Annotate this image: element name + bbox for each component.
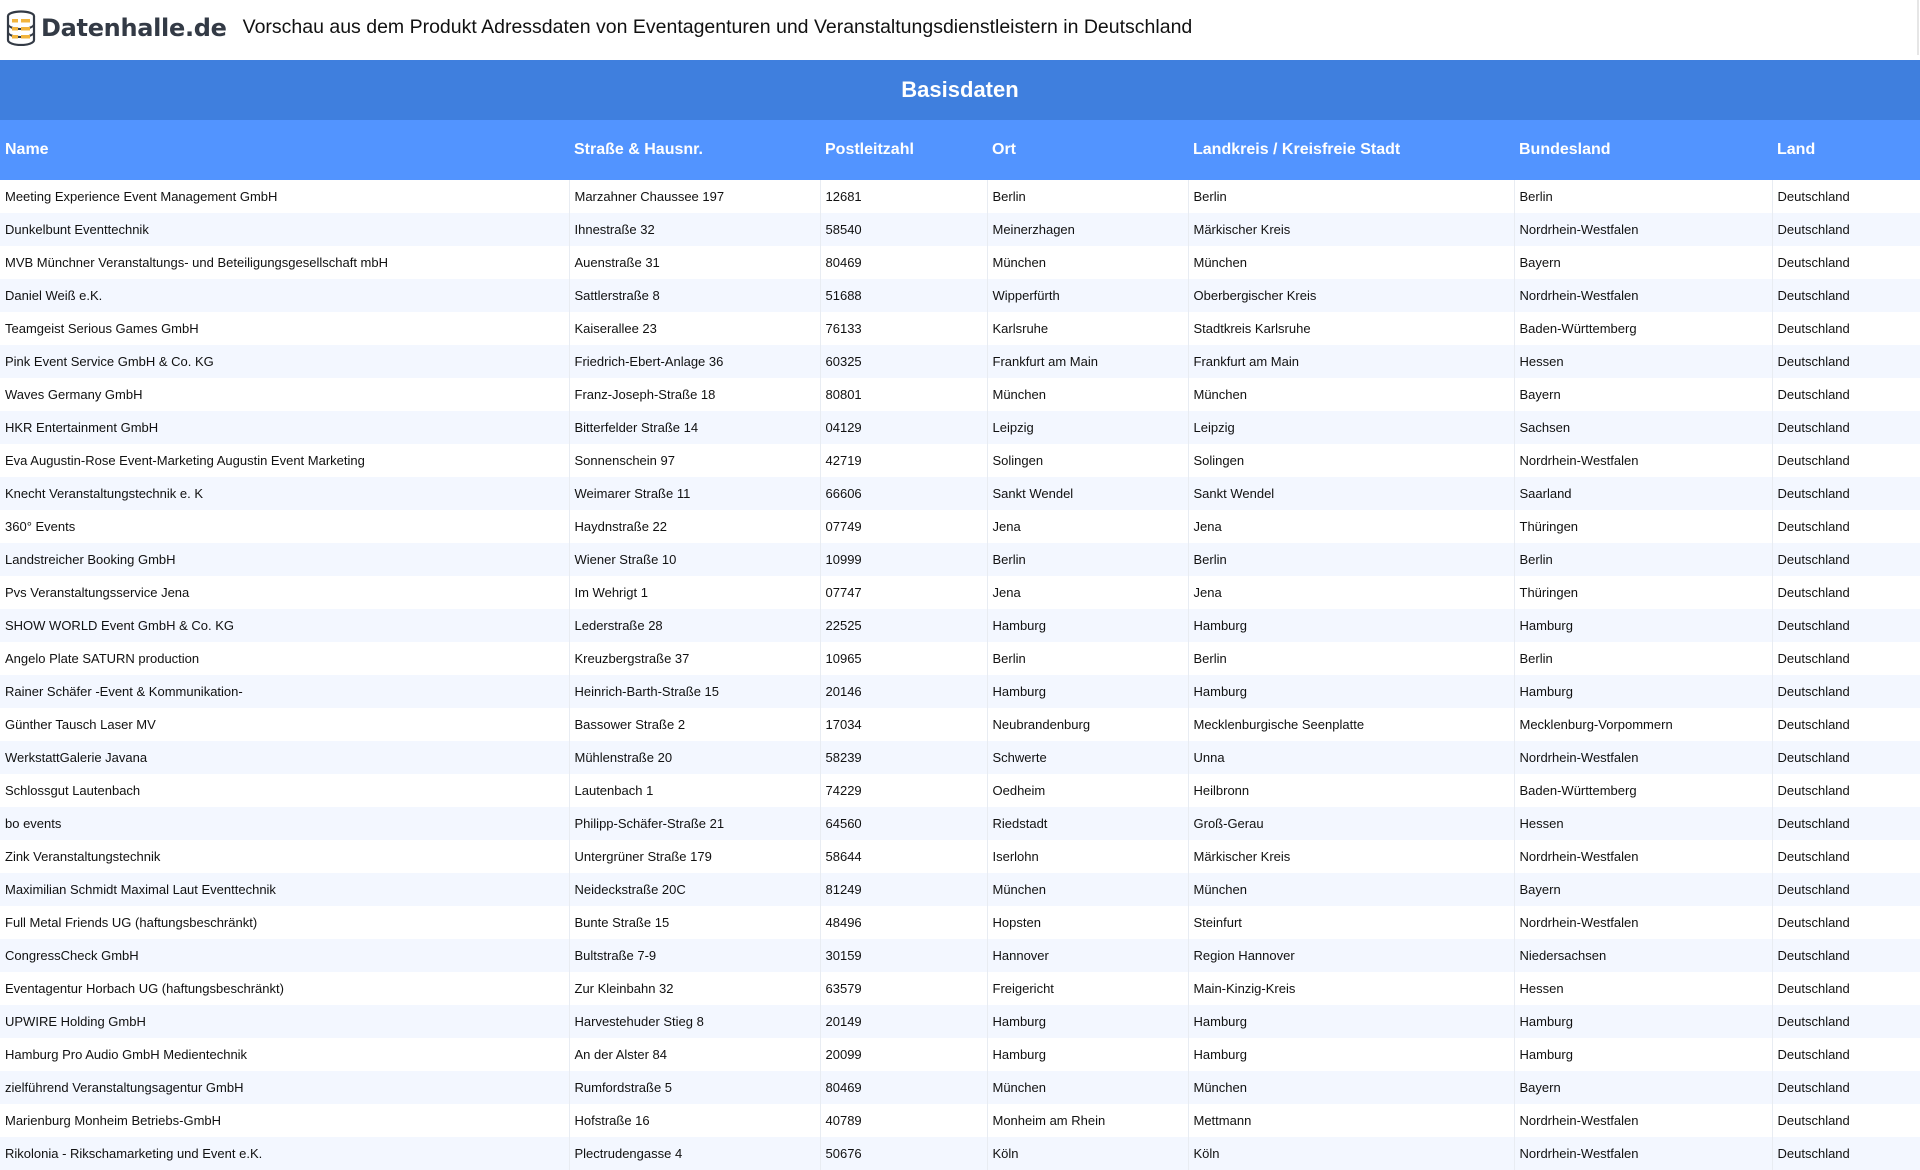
column-country-cell: Deutschland xyxy=(1777,387,1850,402)
column-city-header: Ort xyxy=(992,141,1016,158)
column-state-cell: Nordrhein-Westfalen xyxy=(1514,213,1772,246)
column-state-header: Bundesland xyxy=(1519,141,1611,158)
column-state-cell: Berlin xyxy=(1514,543,1772,576)
column-postal-code-cell: 51688 xyxy=(820,279,987,312)
column-postal-code-cell: 20149 xyxy=(820,1005,987,1038)
column-street-cell: Harvestehuder Stieg 8 xyxy=(569,1005,820,1038)
page-header xyxy=(0,0,1920,55)
column-district-cell: Märkischer Kreis xyxy=(1188,840,1514,873)
column-district-cell: Märkischer Kreis xyxy=(1188,213,1514,246)
table-row xyxy=(0,972,1920,1005)
column-city-cell: Oedheim xyxy=(987,774,1188,807)
column-country-cell: Deutschland xyxy=(1777,915,1850,930)
column-street-cell: Lautenbach 1 xyxy=(569,774,820,807)
table-row xyxy=(0,444,1920,477)
column-postal-code-cell: 50676 xyxy=(820,1137,987,1170)
column-state-cell: Nordrhein-Westfalen xyxy=(1514,279,1772,312)
column-district-cell: Steinfurt xyxy=(1188,906,1514,939)
datenhalle-logo-icon xyxy=(5,10,37,46)
column-postal-code-cell: 10965 xyxy=(820,642,987,675)
column-state-cell: Hessen xyxy=(1514,807,1772,840)
column-city-cell: Karlsruhe xyxy=(987,312,1188,345)
address-table xyxy=(0,120,1920,1170)
column-street-cell: Marzahner Chaussee 197 xyxy=(569,180,820,213)
column-district-cell: Hamburg xyxy=(1188,609,1514,642)
table-body xyxy=(0,180,1920,1170)
column-postal-code-cell: 20146 xyxy=(820,675,987,708)
column-name-cell: HKR Entertainment GmbH xyxy=(0,411,569,444)
column-state-cell: Thüringen xyxy=(1514,510,1772,543)
column-postal-code-cell: 66606 xyxy=(820,477,987,510)
column-name-cell: Full Metal Friends UG (haftungsbeschränkt) xyxy=(0,906,569,939)
table-row xyxy=(0,312,1920,345)
column-city-cell: Berlin xyxy=(987,180,1188,213)
table-row xyxy=(0,1071,1920,1104)
column-street-cell: Hofstraße 16 xyxy=(569,1104,820,1137)
column-country-cell: Deutschland xyxy=(1777,1014,1850,1029)
column-district-cell: Berlin xyxy=(1188,543,1514,576)
column-name-cell: WerkstattGalerie Javana xyxy=(0,741,569,774)
column-postal-code-cell: 40789 xyxy=(820,1104,987,1137)
table-row xyxy=(0,543,1920,576)
column-name-cell: MVB Münchner Veranstaltungs- und Beteiligungsgesellschaft mbH xyxy=(0,246,569,279)
column-district-cell: Jena xyxy=(1188,510,1514,543)
column-state-cell: Niedersachsen xyxy=(1514,939,1772,972)
column-state-cell: Hessen xyxy=(1514,972,1772,1005)
column-city-cell: Iserlohn xyxy=(987,840,1188,873)
table-row xyxy=(0,279,1920,312)
column-state-cell: Mecklenburg-Vorpommern xyxy=(1514,708,1772,741)
table-row xyxy=(0,708,1920,741)
column-state-cell: Nordrhein-Westfalen xyxy=(1514,840,1772,873)
column-name-cell: Maximilian Schmidt Maximal Laut Eventtechnik xyxy=(0,873,569,906)
column-street-cell: Philipp-Schäfer-Straße 21 xyxy=(569,807,820,840)
table-row xyxy=(0,510,1920,543)
column-country-cell: Deutschland xyxy=(1777,420,1850,435)
table-row xyxy=(0,1038,1920,1071)
table-row xyxy=(0,807,1920,840)
column-city-cell: Berlin xyxy=(987,642,1188,675)
column-city-cell: München xyxy=(987,378,1188,411)
column-city-cell: Hamburg xyxy=(987,1005,1188,1038)
column-state-cell: Bayern xyxy=(1514,378,1772,411)
column-state-cell: Baden-Württemberg xyxy=(1514,774,1772,807)
column-street-cell: Bassower Straße 2 xyxy=(569,708,820,741)
column-state-cell: Bayern xyxy=(1514,246,1772,279)
column-district-cell: München xyxy=(1188,246,1514,279)
column-country-cell: Deutschland xyxy=(1777,354,1850,369)
column-postal-code-cell: 42719 xyxy=(820,444,987,477)
column-postal-code-cell: 12681 xyxy=(820,180,987,213)
column-country-cell: Deutschland xyxy=(1777,453,1850,468)
column-state-cell: Hamburg xyxy=(1514,1005,1772,1038)
column-country-cell: Deutschland xyxy=(1777,288,1850,303)
table-header-row xyxy=(0,120,1920,180)
page-title: Vorschau aus dem Produkt Adressdaten von Eventagenturen und Veranstaltungsdienstleistern in Deutschland xyxy=(242,16,1193,38)
column-state-cell: Hamburg xyxy=(1514,675,1772,708)
column-postal-code-cell: 64560 xyxy=(820,807,987,840)
table-row xyxy=(0,840,1920,873)
column-name-cell: Rikolonia - Rikschamarketing und Event e.K. xyxy=(0,1137,569,1170)
column-district-cell: Stadtkreis Karlsruhe xyxy=(1188,312,1514,345)
column-street-cell: Plectrudengasse 4 xyxy=(569,1137,820,1170)
column-country-cell: Deutschland xyxy=(1777,948,1850,963)
column-state-cell: Bayern xyxy=(1514,1071,1772,1104)
column-state-cell: Baden-Württemberg xyxy=(1514,312,1772,345)
column-name-cell: Günther Tausch Laser MV xyxy=(0,708,569,741)
column-name-cell: Landstreicher Booking GmbH xyxy=(0,543,569,576)
column-street-cell: Haydnstraße 22 xyxy=(569,510,820,543)
column-name-cell: Daniel Weiß e.K. xyxy=(0,279,569,312)
column-postal-code-cell: 80469 xyxy=(820,246,987,279)
column-name-cell: Meeting Experience Event Management GmbH xyxy=(0,180,569,213)
column-street-cell: Sonnenschein 97 xyxy=(569,444,820,477)
column-street-cell: Sattlerstraße 8 xyxy=(569,279,820,312)
column-street-cell: Auenstraße 31 xyxy=(569,246,820,279)
column-street-cell: Zur Kleinbahn 32 xyxy=(569,972,820,1005)
column-city-cell: Neubrandenburg xyxy=(987,708,1188,741)
column-name-header: Name xyxy=(5,141,49,158)
column-street-cell: Mühlenstraße 20 xyxy=(569,741,820,774)
column-postal-code-cell: 17034 xyxy=(820,708,987,741)
column-postal-code-cell: 58540 xyxy=(820,213,987,246)
column-street-cell: Kreuzbergstraße 37 xyxy=(569,642,820,675)
column-country-cell: Deutschland xyxy=(1777,552,1850,567)
column-postal-code-cell: 07749 xyxy=(820,510,987,543)
column-postal-code-cell: 48496 xyxy=(820,906,987,939)
column-country-cell: Deutschland xyxy=(1777,882,1850,897)
column-district-cell: Berlin xyxy=(1188,642,1514,675)
section-title: Basisdaten xyxy=(901,77,1019,102)
table-row xyxy=(0,609,1920,642)
column-street-cell: Neideckstraße 20C xyxy=(569,873,820,906)
column-name-cell: Waves Germany GmbH xyxy=(0,378,569,411)
column-city-cell: Hopsten xyxy=(987,906,1188,939)
column-country-cell: Deutschland xyxy=(1777,1113,1850,1128)
table-row xyxy=(0,1005,1920,1038)
table-row xyxy=(0,1104,1920,1137)
column-city-cell: Leipzig xyxy=(987,411,1188,444)
table-row xyxy=(0,576,1920,609)
column-name-cell: Marienburg Monheim Betriebs-GmbH xyxy=(0,1104,569,1137)
column-street-cell: Untergrüner Straße 179 xyxy=(569,840,820,873)
column-name-cell: Knecht Veranstaltungstechnik e. K xyxy=(0,477,569,510)
column-city-cell: München xyxy=(987,873,1188,906)
column-name-cell: Pvs Veranstaltungsservice Jena xyxy=(0,576,569,609)
column-district-cell: Groß-Gerau xyxy=(1188,807,1514,840)
column-city-cell: Freigericht xyxy=(987,972,1188,1005)
table-row xyxy=(0,477,1920,510)
column-district-cell: Hamburg xyxy=(1188,1038,1514,1071)
column-name-cell: 360° Events xyxy=(0,510,569,543)
column-street-cell: Wiener Straße 10 xyxy=(569,543,820,576)
column-street-header: Straße & Hausnr. xyxy=(574,141,703,158)
column-district-cell: Mecklenburgische Seenplatte xyxy=(1188,708,1514,741)
column-district-cell: Berlin xyxy=(1188,180,1514,213)
table-row xyxy=(0,873,1920,906)
column-name-cell: Rainer Schäfer -Event & Kommunikation- xyxy=(0,675,569,708)
column-state-cell: Hessen xyxy=(1514,345,1772,378)
section-title-bar xyxy=(0,60,1920,120)
column-district-cell: München xyxy=(1188,378,1514,411)
table-row xyxy=(0,939,1920,972)
column-city-cell: Berlin xyxy=(987,543,1188,576)
column-district-cell: Sankt Wendel xyxy=(1188,477,1514,510)
column-name-cell: bo events xyxy=(0,807,569,840)
column-country-cell: Deutschland xyxy=(1777,189,1850,204)
column-city-cell: Riedstadt xyxy=(987,807,1188,840)
column-postal-code-cell: 58239 xyxy=(820,741,987,774)
column-street-cell: Im Wehrigt 1 xyxy=(569,576,820,609)
column-district-cell: Leipzig xyxy=(1188,411,1514,444)
column-state-cell: Sachsen xyxy=(1514,411,1772,444)
column-country-cell: Deutschland xyxy=(1777,519,1850,534)
column-country-cell: Deutschland xyxy=(1777,981,1850,996)
column-state-cell: Nordrhein-Westfalen xyxy=(1514,741,1772,774)
column-country-cell: Deutschland xyxy=(1777,618,1850,633)
column-country-header: Land xyxy=(1777,141,1816,158)
column-state-cell: Nordrhein-Westfalen xyxy=(1514,1137,1772,1170)
column-city-cell: Köln xyxy=(987,1137,1188,1170)
column-district-cell: Hamburg xyxy=(1188,675,1514,708)
table-row xyxy=(0,180,1920,213)
column-district-cell: Solingen xyxy=(1188,444,1514,477)
column-district-header: Landkreis / Kreisfreie Stadt xyxy=(1193,141,1401,158)
table-row xyxy=(0,774,1920,807)
column-name-cell: SHOW WORLD Event GmbH & Co. KG xyxy=(0,609,569,642)
column-country-cell: Deutschland xyxy=(1777,1080,1850,1095)
column-state-cell: Hamburg xyxy=(1514,1038,1772,1071)
column-name-cell: zielführend Veranstaltungsagentur GmbH xyxy=(0,1071,569,1104)
column-postal-code-cell: 10999 xyxy=(820,543,987,576)
table-row xyxy=(0,411,1920,444)
column-street-cell: Lederstraße 28 xyxy=(569,609,820,642)
header-divider xyxy=(1917,0,1919,55)
column-country-cell: Deutschland xyxy=(1777,816,1850,831)
column-street-cell: Rumfordstraße 5 xyxy=(569,1071,820,1104)
column-country-cell: Deutschland xyxy=(1777,321,1850,336)
column-country-cell: Deutschland xyxy=(1777,486,1850,501)
column-state-cell: Berlin xyxy=(1514,180,1772,213)
column-street-cell: Bunte Straße 15 xyxy=(569,906,820,939)
column-state-cell: Nordrhein-Westfalen xyxy=(1514,906,1772,939)
column-country-cell: Deutschland xyxy=(1777,1047,1850,1062)
column-city-cell: Solingen xyxy=(987,444,1188,477)
column-district-cell: Region Hannover xyxy=(1188,939,1514,972)
table-row xyxy=(0,675,1920,708)
column-name-cell: Dunkelbunt Eventtechnik xyxy=(0,213,569,246)
column-city-cell: Schwerte xyxy=(987,741,1188,774)
column-country-cell: Deutschland xyxy=(1777,651,1850,666)
column-state-cell: Nordrhein-Westfalen xyxy=(1514,444,1772,477)
column-district-cell: Unna xyxy=(1188,741,1514,774)
column-postal-code-cell: 80469 xyxy=(820,1071,987,1104)
column-city-cell: Frankfurt am Main xyxy=(987,345,1188,378)
column-postal-code-cell: 74229 xyxy=(820,774,987,807)
column-district-cell: München xyxy=(1188,1071,1514,1104)
column-state-cell: Thüringen xyxy=(1514,576,1772,609)
table-row xyxy=(0,741,1920,774)
table-row xyxy=(0,378,1920,411)
column-district-cell: Heilbronn xyxy=(1188,774,1514,807)
column-district-cell: München xyxy=(1188,873,1514,906)
column-city-cell: Meinerzhagen xyxy=(987,213,1188,246)
column-postal-code-cell: 22525 xyxy=(820,609,987,642)
column-district-cell: Frankfurt am Main xyxy=(1188,345,1514,378)
column-street-cell: Weimarer Straße 11 xyxy=(569,477,820,510)
column-state-cell: Saarland xyxy=(1514,477,1772,510)
column-postal-code-cell: 80801 xyxy=(820,378,987,411)
column-country-cell: Deutschland xyxy=(1777,222,1850,237)
table-row xyxy=(0,906,1920,939)
column-street-cell: Bultstraße 7-9 xyxy=(569,939,820,972)
column-postal-code-cell: 30159 xyxy=(820,939,987,972)
column-city-cell: Jena xyxy=(987,576,1188,609)
column-city-cell: Hamburg xyxy=(987,1038,1188,1071)
column-street-cell: Franz-Joseph-Straße 18 xyxy=(569,378,820,411)
column-district-cell: Hamburg xyxy=(1188,1005,1514,1038)
column-street-cell: Bitterfelder Straße 14 xyxy=(569,411,820,444)
column-street-cell: Kaiserallee 23 xyxy=(569,312,820,345)
column-state-cell: Berlin xyxy=(1514,642,1772,675)
column-city-cell: Jena xyxy=(987,510,1188,543)
column-city-cell: Hamburg xyxy=(987,675,1188,708)
column-district-cell: Mettmann xyxy=(1188,1104,1514,1137)
column-city-cell: Hamburg xyxy=(987,609,1188,642)
column-postal-code-cell: 58644 xyxy=(820,840,987,873)
column-state-cell: Nordrhein-Westfalen xyxy=(1514,1104,1772,1137)
column-name-cell: UPWIRE Holding GmbH xyxy=(0,1005,569,1038)
column-city-cell: München xyxy=(987,1071,1188,1104)
column-country-cell: Deutschland xyxy=(1777,255,1850,270)
column-street-cell: An der Alster 84 xyxy=(569,1038,820,1071)
column-city-cell: Monheim am Rhein xyxy=(987,1104,1188,1137)
column-district-cell: Jena xyxy=(1188,576,1514,609)
column-country-cell: Deutschland xyxy=(1777,717,1850,732)
column-postal-code-cell: 07747 xyxy=(820,576,987,609)
column-name-cell: Eventagentur Horbach UG (haftungsbeschränkt) xyxy=(0,972,569,1005)
table-row xyxy=(0,1137,1920,1170)
site-logo[interactable] xyxy=(5,8,227,48)
column-country-cell: Deutschland xyxy=(1777,783,1850,798)
column-city-cell: Sankt Wendel xyxy=(987,477,1188,510)
column-street-cell: Friedrich-Ebert-Anlage 36 xyxy=(569,345,820,378)
column-name-cell: Schlossgut Lautenbach xyxy=(0,774,569,807)
column-postal-code-cell: 63579 xyxy=(820,972,987,1005)
column-city-cell: München xyxy=(987,246,1188,279)
column-district-cell: Köln xyxy=(1188,1137,1514,1170)
column-city-cell: Wipperfürth xyxy=(987,279,1188,312)
column-name-cell: Eva Augustin-Rose Event-Marketing Augustin Event Marketing xyxy=(0,444,569,477)
table-row xyxy=(0,213,1920,246)
column-name-cell: Teamgeist Serious Games GmbH xyxy=(0,312,569,345)
column-state-cell: Bayern xyxy=(1514,873,1772,906)
column-postal-code-cell: 20099 xyxy=(820,1038,987,1071)
column-street-cell: Heinrich-Barth-Straße 15 xyxy=(569,675,820,708)
column-district-cell: Main-Kinzig-Kreis xyxy=(1188,972,1514,1005)
column-country-cell: Deutschland xyxy=(1777,750,1850,765)
table-row xyxy=(0,246,1920,279)
column-name-cell: Hamburg Pro Audio GmbH Medientechnik xyxy=(0,1038,569,1071)
column-country-cell: Deutschland xyxy=(1777,684,1850,699)
column-country-cell: Deutschland xyxy=(1777,849,1850,864)
column-name-cell: Zink Veranstaltungstechnik xyxy=(0,840,569,873)
column-postal-code-cell: 60325 xyxy=(820,345,987,378)
table-row xyxy=(0,642,1920,675)
column-postal-code-cell: 04129 xyxy=(820,411,987,444)
logo-text: Datenhalle.de xyxy=(41,13,227,42)
column-city-cell: Hannover xyxy=(987,939,1188,972)
column-postal-code-cell: 81249 xyxy=(820,873,987,906)
column-postal-code-header: Postleitzahl xyxy=(825,141,914,158)
column-name-cell: Pink Event Service GmbH & Co. KG xyxy=(0,345,569,378)
column-country-cell: Deutschland xyxy=(1777,585,1850,600)
column-name-cell: CongressCheck GmbH xyxy=(0,939,569,972)
column-name-cell: Angelo Plate SATURN production xyxy=(0,642,569,675)
column-state-cell: Hamburg xyxy=(1514,609,1772,642)
column-district-cell: Oberbergischer Kreis xyxy=(1188,279,1514,312)
table-row xyxy=(0,345,1920,378)
column-country-cell: Deutschland xyxy=(1777,1146,1850,1161)
column-postal-code-cell: 76133 xyxy=(820,312,987,345)
column-street-cell: Ihnestraße 32 xyxy=(569,213,820,246)
